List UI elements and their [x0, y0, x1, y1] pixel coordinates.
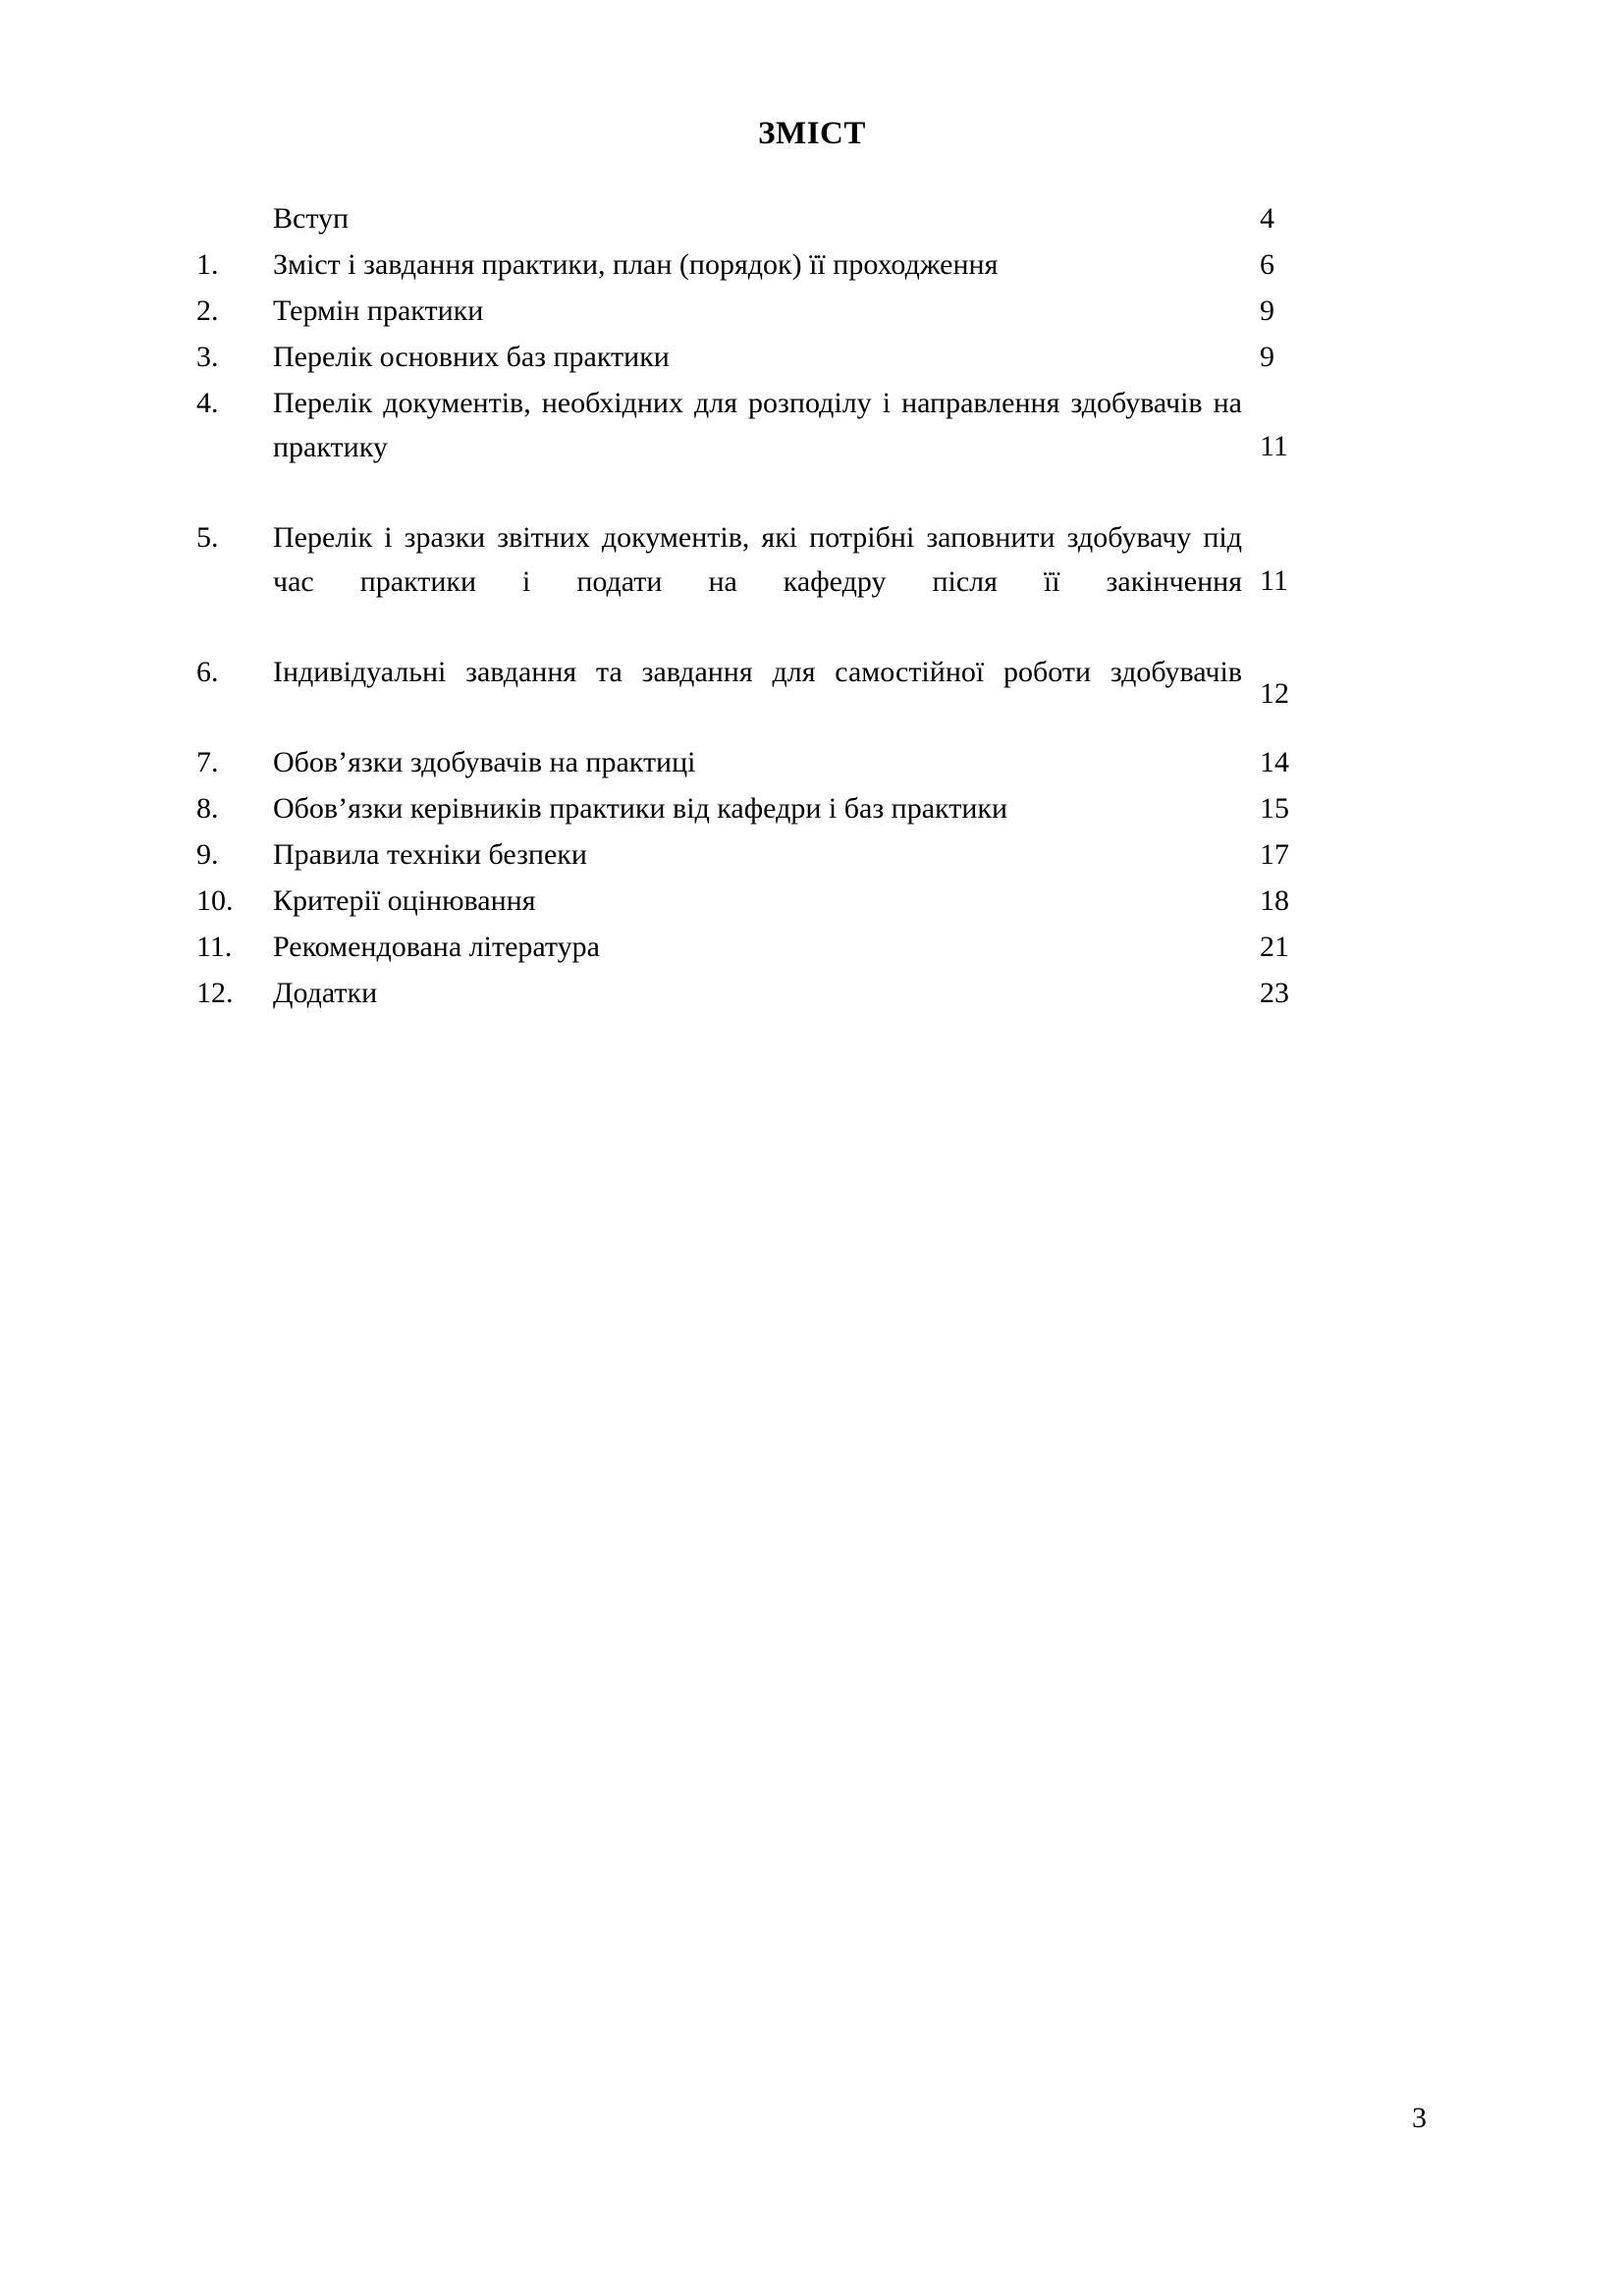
toc-entry-number: 8. [196, 792, 219, 825]
toc-entry-number: 12. [196, 977, 234, 1009]
toc-entry-number: 7. [196, 746, 219, 778]
toc-entry-number [196, 194, 273, 240]
toc-entry-title[interactable]: Додатки [273, 977, 378, 1009]
toc-entry-page-number: 18 [1260, 884, 1289, 917]
toc-entry-page-number: 21 [1260, 931, 1289, 963]
toc-entry[interactable] [196, 830, 1321, 877]
toc-entry-title[interactable]: Індивідуальні завдання та завдання для самостійної роботи здобувачів [273, 656, 1242, 688]
toc-entry-number: 5. [196, 521, 219, 554]
toc-entry-title[interactable]: Перелік документів, необхідних для розподілу і направлення здобувачів на практику [273, 387, 1242, 463]
toc-entry-page-number: 17 [1260, 838, 1289, 871]
toc-entry-page-number: 9 [1260, 294, 1274, 327]
toc-entry[interactable] [196, 923, 1321, 969]
toc-entry-title[interactable]: Обов’язки здобувачів на практиці [273, 746, 696, 778]
toc-entry-page-number: 23 [1260, 977, 1289, 1009]
page-number-footer: 3 [1412, 2102, 1427, 2134]
toc-entry[interactable] [196, 648, 1321, 738]
toc-entry-page-number: 11 [1260, 430, 1288, 462]
toc-entry[interactable] [196, 784, 1321, 830]
toc-entry[interactable] [196, 969, 1321, 1015]
toc-entry-number: 2. [196, 294, 219, 327]
toc-entry-number: 6. [196, 656, 219, 688]
toc-entry[interactable] [196, 877, 1321, 923]
toc-entry-page-number: 11 [1260, 564, 1288, 597]
toc-entry-title[interactable]: Критерії оцінювання [273, 884, 536, 917]
toc-entry-number: 9. [196, 838, 219, 871]
toc-entry-number: 4. [196, 387, 219, 419]
toc-entry-title[interactable]: Вступ [273, 202, 350, 235]
toc-entry[interactable] [196, 333, 1321, 379]
toc-entry[interactable] [196, 287, 1321, 333]
toc-entry[interactable] [196, 379, 1321, 513]
toc-entry-title[interactable]: Перелік і зразки звітних документів, які потрібні заповнити здобувачу під час практики і подати на кафедру після її закінчення [273, 521, 1242, 598]
toc-entry-title[interactable]: Зміст і завдання практики, план (порядок) її проходження [273, 248, 999, 281]
page-title: ЗМІСТ [758, 116, 866, 151]
toc-entry-title[interactable]: Правила техніки безпеки [273, 838, 587, 871]
toc-entry-title[interactable]: Рекомендована література [273, 931, 600, 963]
toc-entry-number: 3. [196, 341, 219, 373]
toc-entry[interactable] [196, 194, 1321, 240]
toc-entry-title[interactable]: Обов’язки керівників практики від кафедри і баз практики [273, 792, 1008, 825]
toc-entry-page-number: 9 [1260, 341, 1274, 373]
toc-entry[interactable] [196, 513, 1321, 648]
toc-entry[interactable] [196, 240, 1321, 287]
toc-entry-number: 11. [196, 931, 233, 963]
toc-entry-title[interactable]: Термін практики [273, 294, 484, 327]
toc-entry-page-number: 4 [1260, 202, 1274, 235]
toc-entry-number: 1. [196, 248, 219, 281]
toc-entry-page-number: 14 [1260, 746, 1289, 778]
toc-entry-page-number: 6 [1260, 248, 1274, 281]
toc-entry-page-number: 12 [1260, 676, 1289, 710]
toc-entry-number: 10. [196, 884, 234, 917]
toc-entry-page-number: 15 [1260, 792, 1289, 825]
table-of-contents [196, 194, 1321, 1015]
toc-entry-title[interactable]: Перелік основних баз практики [273, 341, 670, 373]
toc-entry[interactable] [196, 738, 1321, 784]
